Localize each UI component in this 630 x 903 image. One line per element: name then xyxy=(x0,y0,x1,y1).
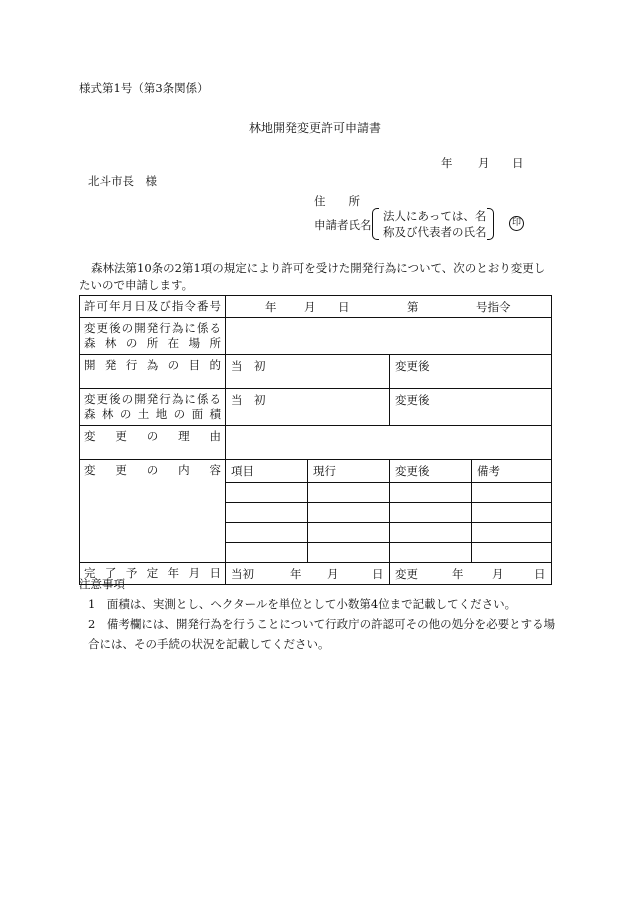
table-row xyxy=(80,563,552,585)
right-paren xyxy=(487,208,494,240)
permit-year: 年 xyxy=(265,300,277,314)
completion-initial-label: 当初 xyxy=(231,567,254,581)
table-row xyxy=(80,355,552,389)
permit-date-label: 許可年月日及び指令番号 xyxy=(80,296,226,318)
form-number: 様式第1号（第3条関係） xyxy=(79,81,209,95)
purpose-changed-label: 変更後 xyxy=(395,359,430,373)
location-label xyxy=(80,318,226,355)
seal-mark: 印 xyxy=(509,216,524,231)
date-year: 年 xyxy=(441,156,453,170)
corporate-note-line2: 称及び代表者の氏名 xyxy=(383,225,487,239)
item-cell[interactable] xyxy=(226,483,308,503)
completion-changed-day: 日 xyxy=(534,567,546,581)
area-changed-label: 変更後 xyxy=(395,393,430,407)
remarks-cell[interactable] xyxy=(472,543,552,563)
area-label-line1: 変更後の開発行為に係る xyxy=(84,392,221,406)
current-cell[interactable] xyxy=(308,503,390,523)
intro-text: 森林法第10条の2第1項の規定により許可を受けた開発行為について、次のとおり変更したいので申請します。 xyxy=(79,261,546,292)
purpose-label: 開発行為の目的 xyxy=(80,355,226,389)
permit-day: 日 xyxy=(338,300,350,314)
table-row xyxy=(80,460,552,483)
header-item: 項目 xyxy=(226,460,308,483)
left-paren xyxy=(372,208,379,240)
content-label: 変更の内容 xyxy=(80,460,226,563)
remarks-cell[interactable] xyxy=(472,503,552,523)
area-changed-field[interactable] xyxy=(390,389,552,426)
date-day: 日 xyxy=(512,156,524,170)
area-label-line2: 森林の土地の面積 xyxy=(84,407,221,421)
completion-changed-label: 変更 xyxy=(395,567,418,581)
remarks-cell[interactable] xyxy=(472,483,552,503)
changed-cell[interactable] xyxy=(390,503,472,523)
area-initial-field[interactable] xyxy=(226,389,390,426)
changed-cell[interactable] xyxy=(390,523,472,543)
completion-label: 完了予定年月日 xyxy=(80,563,226,585)
notes-heading: 注意事項 xyxy=(79,577,125,591)
area-initial-label: 当 初 xyxy=(231,393,266,407)
current-cell[interactable] xyxy=(308,523,390,543)
permit-month: 月 xyxy=(304,300,316,314)
table-row xyxy=(80,389,552,426)
current-cell[interactable] xyxy=(308,483,390,503)
completion-initial-day: 日 xyxy=(372,567,384,581)
address-label: 住 所 xyxy=(314,194,360,208)
corporate-note xyxy=(372,208,494,240)
completion-changed-month: 月 xyxy=(492,567,504,581)
permit-gou: 号指令 xyxy=(476,300,511,314)
area-label xyxy=(80,389,226,426)
completion-changed-year: 年 xyxy=(452,567,464,581)
recipient: 北斗市長 様 xyxy=(88,174,157,188)
location-label-line1: 変更後の開発行為に係る xyxy=(84,321,221,335)
application-table xyxy=(79,295,552,585)
location-label-line2: 森林の所在場所 xyxy=(84,336,221,350)
date-month: 月 xyxy=(478,156,490,170)
table-row xyxy=(80,426,552,460)
completion-changed-field[interactable] xyxy=(390,563,552,585)
applicant-name-label: 申請者氏名 xyxy=(314,218,372,232)
item-cell[interactable] xyxy=(226,523,308,543)
note-item: 1 面積は、実測とし、ヘクタールを単位として小数第4位まで記載してください。 xyxy=(88,597,517,611)
changed-cell[interactable] xyxy=(390,483,472,503)
table-row xyxy=(80,296,552,318)
permit-dai: 第 xyxy=(407,300,419,314)
header-changed: 変更後 xyxy=(390,460,472,483)
purpose-initial-field[interactable] xyxy=(226,355,390,389)
purpose-initial-label: 当 初 xyxy=(231,359,266,373)
item-cell[interactable] xyxy=(226,503,308,523)
permit-date-cell[interactable] xyxy=(226,296,552,318)
purpose-changed-field[interactable] xyxy=(390,355,552,389)
table-row xyxy=(80,318,552,355)
header-current: 現行 xyxy=(308,460,390,483)
reason-label: 変更の理由 xyxy=(80,426,226,460)
completion-initial-field[interactable] xyxy=(226,563,390,585)
completion-initial-month: 月 xyxy=(327,567,339,581)
note-item: 2 備考欄には、開発行為を行うことについて行政庁の許認可その他の処分を必要とする場合には、その手続の状況を記載してください。 xyxy=(88,617,556,651)
header-remarks: 備考 xyxy=(472,460,552,483)
corporate-note-line1: 法人にあっては、名 xyxy=(383,209,487,223)
remarks-cell[interactable] xyxy=(472,523,552,543)
completion-initial-year: 年 xyxy=(290,567,302,581)
current-cell[interactable] xyxy=(308,543,390,563)
item-cell[interactable] xyxy=(226,543,308,563)
location-field[interactable] xyxy=(226,318,552,355)
reason-field[interactable] xyxy=(226,426,552,460)
document-title: 林地開発変更許可申請書 xyxy=(248,121,381,135)
changed-cell[interactable] xyxy=(390,543,472,563)
